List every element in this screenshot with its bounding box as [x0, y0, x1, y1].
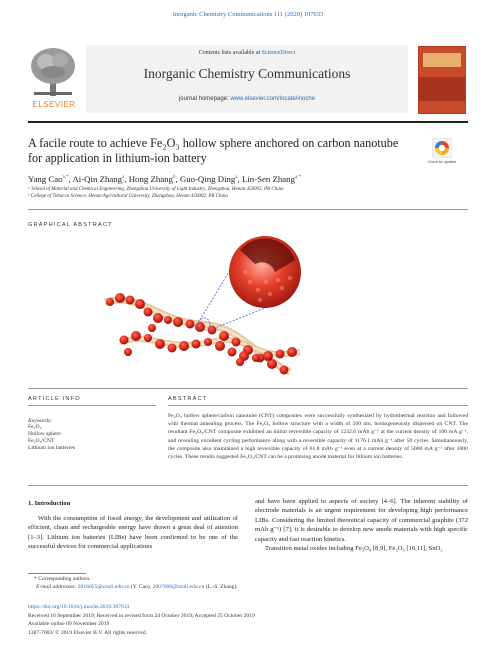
abstract-text: Fe₂O₃ hollow sphere/carbon nanotube (CNT) composites were successfully synthesized by hydrothermal reaction and followed with thermal annealing process. The Fe₂O₃ hollow structure with a width of 500 nm, homogeneously dispersed on CNT. The resultant Fe₂O₃/CNT composite exhibited an initial reversible capacity of 1232.6 mAh g⁻¹ at the current density of 100 mA g⁻¹, and revealing excellent cycling performance along with a reversible capacity of 1176.1 mAh g⁻¹ after 50 cycles. Simultaneously, the composite also maintained a high reversible capacity of 61.8 mAh g⁻¹ even at a current density of 5000 mA g⁻¹ after 1000 cycles. These results suggested Fe₂O₃/CNT can be a promising anode material for lithium ion batteries. [168, 413, 468, 461]
keywords-label: Keywords: [28, 418, 53, 424]
check-for-updates-icon[interactable] [432, 138, 452, 158]
author-name[interactable]: Guo-Qing Ding [179, 174, 236, 184]
available-online: Available online 09 November 2019 [28, 621, 110, 627]
copyright-line: 1387-7003/ © 2019 Elsevier B.V. All rights reserved. [28, 630, 148, 636]
footnote-rule [28, 573, 86, 574]
section-heading: 1. Introduction [28, 500, 71, 507]
publisher-logo-text: ELSEVIER [32, 100, 76, 109]
section-divider [28, 388, 468, 389]
keyword-item: Fe₂O₃/CNT [28, 438, 55, 444]
graphical-abstract-image[interactable] [100, 232, 330, 382]
received-dates: Received 16 September 2019; Received in revised form 24 October 2019; Accepted 25 October 2019 [28, 613, 255, 619]
author-affiliation-mark[interactable]: a,* [62, 175, 69, 181]
title-line-2: for application in lithium-ion battery [28, 151, 207, 165]
author-name[interactable]: Hong Zhang [128, 174, 173, 184]
homepage-prefix: journal homepage: [178, 96, 231, 102]
elsevier-tree-logo [28, 46, 78, 98]
section-divider [28, 209, 468, 210]
author-affiliation-mark[interactable]: b [172, 175, 176, 181]
author-name[interactable]: Ai-Qin Zhang [72, 174, 123, 184]
keyword-item: Hollow sphere [28, 431, 61, 437]
abstract-heading: ABSTRACT [168, 396, 208, 402]
section-divider [28, 485, 468, 486]
sciencedirect-link[interactable]: ScienceDirect [261, 50, 296, 56]
author-affiliation-mark[interactable]: a [235, 175, 238, 181]
graphical-abstract-heading: GRAPHICAL ABSTRACT [28, 222, 113, 228]
body-paragraph-right: and have been applied to aspects of society [4–6]. The inherent stability of electrode materials is an urgent requirement for developing high performance LIBs. Considering the limited theoretical capacity of commercial graphite (372 mAh g⁻¹) [7], it is desirable to develop new anode materials with high specific capacity and fast reaction kinetics. [255, 498, 468, 543]
body-column-right [255, 497, 468, 553]
title-line-1: A facile route to achieve Fe₂O₃ hollow sphere anchored on carbon nanotube [28, 136, 399, 150]
abstract-rule [168, 405, 468, 406]
check-for-updates-label[interactable]: Check for updates [427, 160, 457, 164]
keyword-item: Lithium ion batteries [28, 445, 75, 451]
article-title [28, 136, 428, 166]
contents-prefix: Contents lists available at [198, 50, 262, 56]
author-name[interactable]: Lin-Sen Zhang [241, 174, 295, 184]
journal-homepage [86, 96, 408, 102]
contents-line [86, 50, 408, 56]
body-paragraph-right-2: Transition metal oxides including Fe₃O₄ [8,9], Fe₂O₃ [10,11], SnO₂ [265, 545, 443, 553]
email-line [36, 584, 238, 590]
affiliation-b: ᵇ College of Tobacco Science, Henan Agricultural University, Zhengzhou, Henan 450002, PR China [28, 194, 228, 199]
cover-title-band [423, 53, 461, 67]
email-link[interactable]: 2016055@zzuli.edu.cn [77, 584, 130, 590]
article-info-heading: ARTICLE INFO [28, 396, 81, 402]
keyword-item: Fe₂O₃ [28, 424, 42, 430]
email-label: E-mail addresses: [36, 584, 78, 590]
header-rule [28, 121, 468, 123]
author-name[interactable]: Yang Cao [28, 174, 63, 184]
cover-image-band [419, 77, 465, 101]
email-owner: (L.-S. Zhang). [204, 584, 238, 590]
author-list: Yang Cao$^{a,*}$, Ai-Qin Zhang$^a$, Hong Zhang$^b$, Guo-Qing Ding$^a$, Lin-Sen Zhang$^{a,*}$ [28, 174, 301, 184]
doi-link[interactable]: https://doi.org/10.1016/j.inoche.2019.107633 [28, 604, 130, 610]
author-affiliation-mark[interactable]: a [122, 175, 125, 181]
author-affiliation-mark[interactable]: a,* [294, 175, 301, 181]
corresponding-note: * Corresponding authors. [34, 576, 91, 582]
keywords-block [28, 402, 156, 452]
homepage-link[interactable]: www.elsevier.com/locate/inoche [230, 96, 316, 102]
journal-title: Inorganic Chemistry Communications [143, 66, 351, 81]
affiliation-a: ᵃ School of Material and Chemical Engineering, Zhengzhou University of Light Industry, Zhengzhou, Henan 450002, PR China [28, 187, 284, 192]
journal-cover-thumbnail[interactable] [418, 46, 466, 114]
journal-citation[interactable]: Inorganic Chemistry Communications 111 (2020) 107633 [172, 11, 324, 18]
email-link[interactable]: 2007006@zzuli.edu.cn [152, 584, 205, 590]
body-paragraph-left: With the consumption of fossil energy, the development and utilization of efficient, clean and rechargeable energy have drawn a great deal of attention [1–3]. Lithium ion batteries (LIBs) have been confirmed to be one of the successful devices for commercial applications [28, 515, 238, 551]
email-owner: (Y. Cao), [129, 584, 153, 590]
